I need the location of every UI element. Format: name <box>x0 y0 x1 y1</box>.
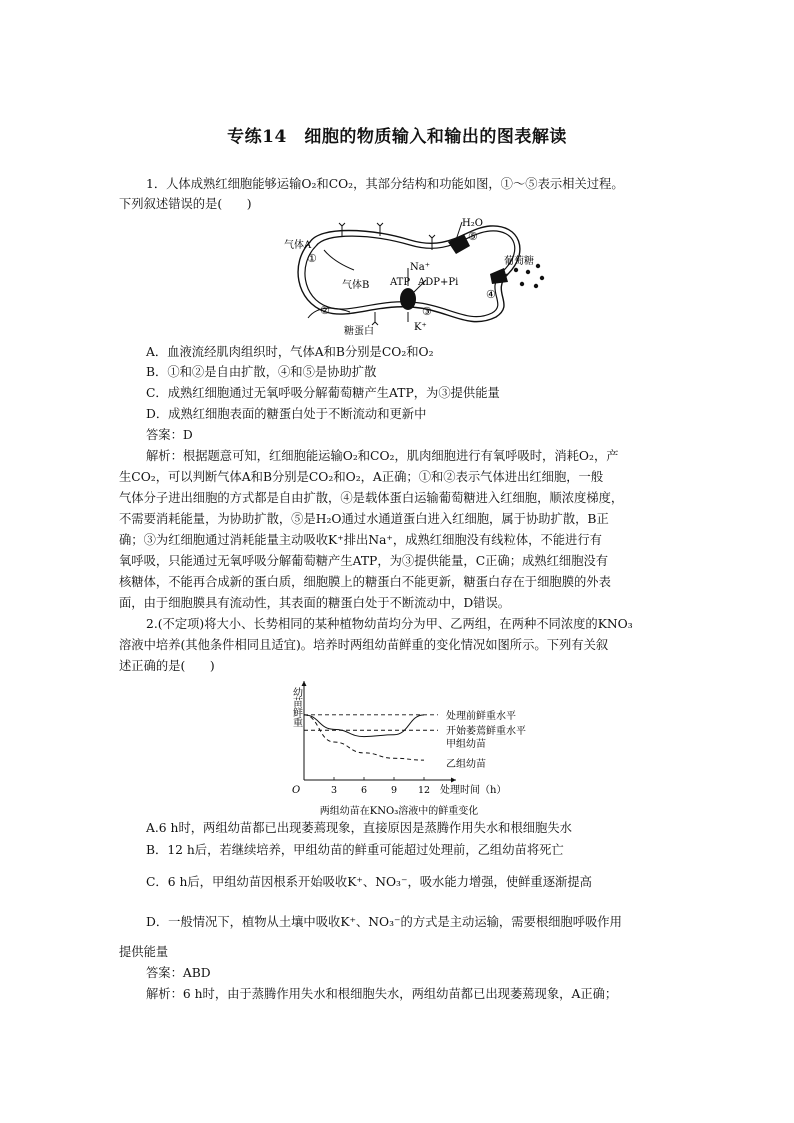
label-glucose: 葡萄糖 <box>504 256 534 267</box>
glucose-molecules <box>514 264 544 288</box>
label-gas-a: 气体A <box>284 240 312 251</box>
q1-analysis-6: 氧呼吸，只能通过无氧呼吸分解葡萄糖产生ATP，为③提供能量，C正确；成熟红细胞没有 <box>119 554 609 568</box>
q1-option-b: B．①和②是自由扩散，④和⑤是协助扩散 <box>146 365 377 379</box>
q1-analysis-4: 不需要消耗能量，为协助扩散，⑤是H₂O通过水通道蛋白进入红细胞，属于协助扩散，B正 <box>119 512 609 526</box>
q2-stem-1: 2.(不定项)将大小、长势相同的某种植物幼苗均分为甲、乙两组，在两种不同浓度的KNO₃ <box>146 617 633 631</box>
q1-answer: 答案：D <box>146 428 193 442</box>
q1-option-c: C．成熟红细胞通过无氧呼吸分解葡萄糖产生ATP，为③提供能量 <box>146 386 500 400</box>
na-k-pump <box>400 288 416 310</box>
fresh-weight-chart <box>282 675 552 820</box>
q2-analysis: 解析：6 h时，由于蒸腾作用失水和根细胞失水，两组幼苗都已出现萎蔫现象，A正确； <box>146 987 618 1001</box>
label-adp: ADP+Pi <box>418 277 459 288</box>
q1-analysis-5: 确；③为红细胞通过消耗能量主动吸收K⁺排出Na⁺，成熟红细胞没有线粒体，不能进行有 <box>119 533 602 547</box>
q1-analysis-8: 面，由于细胞膜具有流动性，其表面的糖蛋白处于不断流动中，D错误。 <box>119 596 511 610</box>
x-tick-label: 6 <box>360 785 368 796</box>
q1-option-a: A．血液流经肌肉组织时，气体A和B分别是CO₂和O₂ <box>146 345 434 359</box>
label-k: K⁺ <box>414 322 427 333</box>
q1-analysis-3: 气体分子进出细胞的方式都是自由扩散，④是载体蛋白运输葡萄糖进入红细胞，顺浓度梯度， <box>119 491 624 505</box>
q2-option-a: A.6 h时，两组幼苗都已出现萎蔫现象，直接原因是蒸腾作用失水和根细胞失水 <box>146 821 572 835</box>
x-tick-label: 3 <box>330 785 338 796</box>
glycoprotein-marks <box>339 223 435 325</box>
y-axis-arrow <box>302 681 307 686</box>
q2-stem-3: 述正确的是( ) <box>119 659 215 673</box>
x-axis-label: 处理时间（h） <box>440 785 507 796</box>
chart-axes <box>302 681 457 783</box>
label-n3: ③ <box>422 305 432 318</box>
q1-stem-line2: 下列叙述错误的是( ) <box>119 197 252 211</box>
q1-stem-line1: 1．人体成熟红细胞能够运输O₂和CO₂，其部分结构和功能如图，①～⑤表示相关过程。 <box>146 177 624 191</box>
label-n2: ② <box>320 304 330 317</box>
q2-option-d: D．一般情况下，植物从土壤中吸收K⁺、NO₃⁻的方式是主动运输，需要根细胞呼吸作用 <box>146 915 622 929</box>
x-tick-label: 9 <box>390 785 398 796</box>
chart-caption: 两组幼苗在KNO₃溶液中的鲜重变化 <box>319 806 479 817</box>
label-glycoprotein: 糖蛋白 <box>344 326 374 337</box>
water-channel <box>448 234 470 254</box>
label-atp: ATP <box>390 277 411 288</box>
q2-option-c: C．6 h后，甲组幼苗因根系开始吸收K⁺、NO₃⁻，吸水能力增强，使鲜重逐渐提高 <box>146 875 592 889</box>
label-gas-b: 气体B <box>342 280 370 291</box>
chart-series <box>304 715 424 760</box>
label-water: H₂O <box>462 218 483 229</box>
origin-label: O <box>292 785 301 796</box>
q2-option-d-cont: 提供能量 <box>119 945 169 959</box>
chart-labels <box>291 686 527 817</box>
reference-line-label: 处理前鲜重水平 <box>446 710 516 722</box>
series-label-2: 乙组幼苗 <box>446 758 486 770</box>
label-na: Na⁺ <box>410 262 430 273</box>
q1-option-d: D．成熟红细胞表面的糖蛋白处于不断流动和更新中 <box>146 407 427 421</box>
reference-line-label: 开始萎蔫鲜重水平 <box>446 726 526 738</box>
x-tick-label: 12 <box>417 785 431 796</box>
series-label-1: 甲组幼苗 <box>446 738 486 750</box>
chart-reference-lines <box>304 715 438 730</box>
y-axis-label: 幼苗鲜重 <box>290 687 302 727</box>
series-line-1 <box>304 715 424 737</box>
q1-analysis-2: 生CO₂，可以判断气体A和B分别是CO₂和O₂，A正确；①和②表示气体进出红细胞，一般 <box>119 470 604 484</box>
q1-analysis-7: 核糖体，不能再合成新的蛋白质，细胞膜上的糖蛋白不能更新，糖蛋白存在于细胞膜的外表 <box>119 575 611 589</box>
page-title: 专练14 细胞的物质输入和输出的图表解读 <box>227 127 567 147</box>
q1-analysis-1: 解析：根据题意可知，红细胞能运输O₂和CO₂，肌肉细胞进行有氧呼吸时，消耗O₂，产 <box>146 449 619 463</box>
q2-stem-2: 溶液中培养(其他条件相同且适宜)。培养时两组幼苗鲜重的变化情况如图所示。下列有关叙 <box>119 638 609 652</box>
label-n5: ⑤ <box>468 230 478 243</box>
series-line-2 <box>304 715 424 760</box>
label-n1: ① <box>307 252 317 265</box>
label-n4: ④ <box>486 288 496 301</box>
q2-option-b: B．12 h后，若继续培养，甲组幼苗的鲜重可能超过处理前，乙组幼苗将死亡 <box>146 843 564 857</box>
x-axis-arrow <box>451 778 456 783</box>
q2-answer: 答案：ABD <box>146 966 211 980</box>
rbc-diagram <box>280 212 550 340</box>
